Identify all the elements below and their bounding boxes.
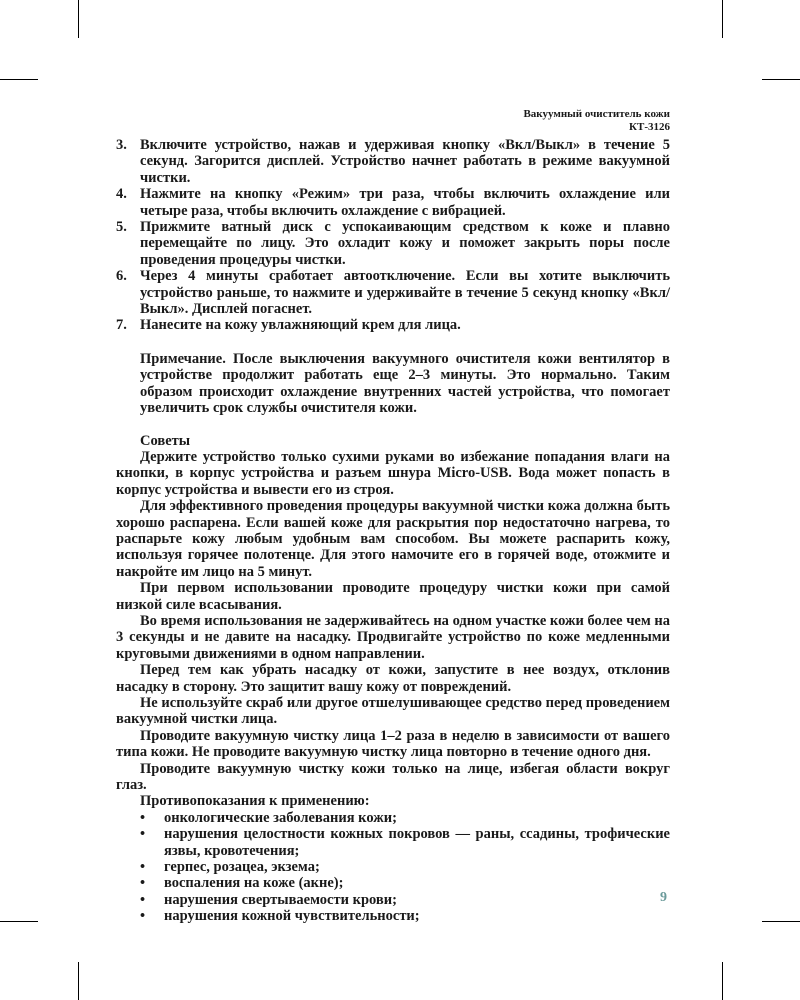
page-number: 9 <box>660 890 667 905</box>
contraindication-text: воспаления на коже (акне); <box>164 875 344 892</box>
tips-heading: Советы <box>140 432 191 449</box>
steps-list <box>116 137 670 334</box>
bullet-icon: • <box>140 826 146 843</box>
crop-mark-left-upper <box>0 79 38 80</box>
tip-paragraph: Во время использования не задерживайтесь на одном участке кожи более чем на 3 секунды и не давите на насадку. Продвигайте устройство по коже медленными круговыми движениями в одном направлении. <box>116 612 670 662</box>
bullet-icon: • <box>140 859 146 876</box>
step-item <box>116 219 670 268</box>
step-text: Прижмите ватный диск с успокаивающим средством к коже и плавно перемещайте по лицу. Это охладит кожу и поможет закрыть поры после проведения процедуры чистки. <box>140 219 670 268</box>
note-text: После выключения вакуумного очистителя кожи вентилятор в устройстве продолжит работать еще 2–3 минуты. Это нормально. Таким образом происходит охлаждение внутренних частей устройства, что помогает увеличить срок службы очистителя кожи. <box>140 350 670 417</box>
running-header <box>523 108 670 134</box>
contraindication-text: нарушения целостности кожных покровов — раны, ссадины, трофические язвы, кровотечения; <box>164 826 670 859</box>
step-number: 7. <box>116 317 127 334</box>
step-number: 3. <box>116 137 127 153</box>
tip-paragraph: Проводите вакуумную чистку кожи только на лице, избегая области вокруг глаз. <box>116 760 670 794</box>
contraindication-text: онкологические заболевания кожи; <box>164 809 397 826</box>
contraindication-item <box>116 875 670 891</box>
step-text: Через 4 минуты сработает автоотключение. Если вы хотите выключить устройство раньше, то нажмите и удерживайте в течение 5 секунд кнопку «Вкл/Выкл». Дисплей погаснет. <box>140 268 670 318</box>
note-label: Примечание. <box>140 350 226 367</box>
crop-mark-top-right <box>722 0 723 38</box>
crop-mark-bottom-right <box>722 962 723 1000</box>
tip-paragraph: Не используйте скраб или другое отшелушивающее средство перед проведением вакуумной чистки лица. <box>116 695 670 728</box>
contraindication-item <box>116 810 670 826</box>
page-content <box>116 137 670 925</box>
step-item <box>116 268 670 317</box>
crop-mark-bottom-left <box>78 962 79 1000</box>
contraindication-item <box>116 908 670 924</box>
step-number: 6. <box>116 268 127 285</box>
tip-paragraph: Перед тем как убрать насадку от кожи, запустите в нее воздух, отклонив насадку в сторону. Это защитит вашу кожу от повреждений. <box>116 662 670 695</box>
contraindication-text: нарушения свертываемости крови; <box>164 891 397 908</box>
step-text: Нажмите на кнопку «Режим» три раза, чтобы включить охлаждение или четыре раза, чтобы включить охлаждение с вибрацией. <box>140 186 670 219</box>
tip-paragraph: Держите устройство только сухими руками во избежание попадания влаги на кнопки, в корпус устройства и разъем шнура Micro-USB. Вода может попасть в корпус устройства и вывести его из строя. <box>116 448 670 498</box>
crop-mark-left-lower <box>0 921 38 922</box>
step-text: Включите устройство, нажав и удерживая кнопку «Вкл/Выкл» в течение 5 секунд. Загорится дисплей. Устройство начнет работать в режиме вакуумной чистки. <box>140 137 670 186</box>
contraindication-text: герпес, розацеа, экзема; <box>164 859 320 876</box>
tip-paragraph: Для эффективного проведения процедуры вакуумной чистки кожа должна быть хорошо распарена. Если вашей коже для раскрытия пор недостаточно нагрева, то распарьте кожу любым удобным вам способом. Вы можете распарить кожу, используя горячее полотенце. Для этого намочите его в горячей воде, отожмите и накройте им лицо на 5 минут. <box>116 498 670 580</box>
contraindication-item <box>116 859 670 875</box>
bullet-icon: • <box>140 809 146 826</box>
crop-mark-right-upper <box>762 79 800 80</box>
contraindication-item <box>116 826 670 859</box>
bullet-icon: • <box>140 908 146 925</box>
step-item <box>116 137 670 186</box>
contraindication-text: нарушения кожной чувствительности; <box>164 908 420 925</box>
contraindication-item <box>116 892 670 908</box>
contraindications-heading: Противопоказания к применению: <box>140 793 370 810</box>
header-model: КТ-3126 <box>629 121 670 133</box>
bullet-icon: • <box>140 875 146 892</box>
contraindications-list <box>116 810 670 925</box>
note-paragraph <box>140 351 670 417</box>
step-text: Нанесите на кожу увлажняющий крем для лица. <box>140 317 461 334</box>
header-title: Вакуумный очиститель кожи <box>523 108 670 120</box>
step-item <box>116 186 670 219</box>
tip-paragraph: При первом использовании проводите процедуру чистки кожи при самой низкой силе всасывания. <box>116 580 670 613</box>
crop-mark-right-lower <box>762 921 800 922</box>
step-item <box>116 317 670 333</box>
step-number: 5. <box>116 219 127 236</box>
step-number: 4. <box>116 186 127 203</box>
tip-paragraph: Проводите вакуумную чистку лица 1–2 раза в неделю в зависимости от вашего типа кожи. Не проводите вакуумную чистку лица повторно в течение одного дня. <box>116 727 670 761</box>
crop-mark-top-left <box>78 0 79 38</box>
bullet-icon: • <box>140 891 146 908</box>
